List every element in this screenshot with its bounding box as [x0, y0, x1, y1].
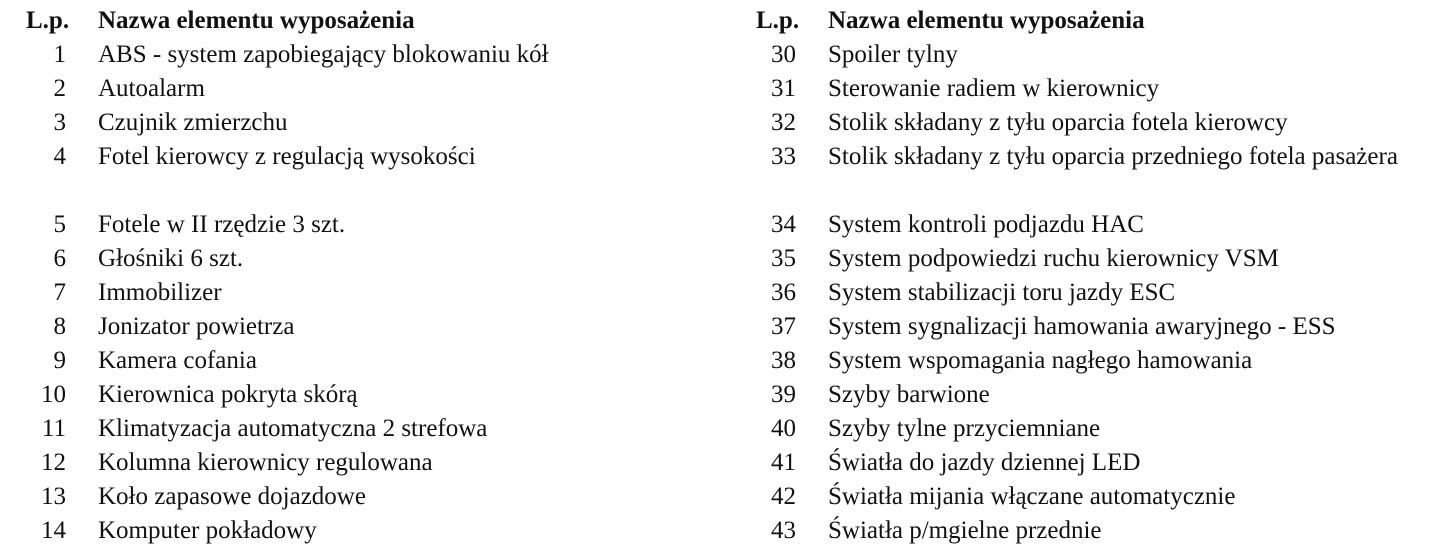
table-row — [756, 344, 1440, 378]
table-row — [756, 412, 1440, 446]
table-row — [756, 276, 1440, 310]
row-name: Kolumna kierownicy regulowana — [98, 449, 433, 476]
row-number: 43 — [771, 517, 796, 544]
row-name: Sterowanie radiem w kierownicy — [828, 75, 1160, 102]
row-name: Immobilizer — [98, 279, 222, 306]
table-header — [756, 4, 1440, 38]
row-name: System stabilizacji toru jazdy ESC — [828, 279, 1176, 306]
row-number: 9 — [53, 347, 66, 374]
table-row — [756, 208, 1440, 242]
row-number: 1 — [53, 41, 66, 68]
table-row — [756, 514, 1440, 548]
table-row — [26, 140, 706, 208]
table-row — [756, 480, 1440, 514]
row-number: 37 — [771, 313, 796, 340]
table-row — [26, 106, 706, 140]
table-row — [26, 412, 706, 446]
row-number: 33 — [771, 143, 796, 170]
table-row — [26, 242, 706, 276]
row-number: 30 — [771, 41, 796, 68]
header-name: Nazwa elementu wyposażenia — [98, 7, 415, 34]
table-row — [26, 446, 706, 480]
row-name: System kontroli podjazdu HAC — [828, 211, 1144, 238]
row-name: Kamera cofania — [98, 347, 257, 374]
row-name: Światła do jazdy dziennej LED — [828, 449, 1141, 476]
row-number: 42 — [771, 483, 796, 510]
table-row — [26, 480, 706, 514]
row-number: 31 — [771, 75, 796, 102]
row-name: Szyby barwione — [828, 381, 990, 408]
row-number: 41 — [771, 449, 796, 476]
row-name: ABS - system zapobiegający blokowaniu kół — [98, 41, 549, 68]
row-number: 11 — [41, 415, 66, 442]
row-name: Spoiler tylny — [828, 41, 958, 68]
table-row — [756, 38, 1440, 72]
row-number: 4 — [53, 143, 66, 170]
row-name: System sygnalizacji hamowania awaryjnego - ESS — [828, 313, 1336, 340]
table-row — [26, 514, 706, 548]
header-lp: L.p. — [756, 7, 800, 34]
table-row — [756, 140, 1440, 208]
table-header — [26, 4, 706, 38]
row-name: Światła mijania włączane automatycznie — [828, 483, 1236, 510]
table-row — [26, 378, 706, 412]
table-row — [756, 106, 1440, 140]
row-number: 12 — [41, 449, 66, 476]
row-name: Stolik składany z tyłu oparcia przedniego fotela pasażera — [828, 143, 1398, 170]
row-name: Światła p/mgielne przednie — [828, 517, 1102, 544]
row-number: 38 — [771, 347, 796, 374]
row-number: 2 — [53, 75, 66, 102]
row-number: 10 — [41, 381, 66, 408]
table-row — [756, 310, 1440, 344]
row-number: 39 — [771, 381, 796, 408]
row-number: 35 — [771, 245, 796, 272]
row-number: 36 — [771, 279, 796, 306]
row-name: Szyby tylne przyciemniane — [828, 415, 1101, 442]
row-name: Fotel kierowcy z regulacją wysokości — [98, 143, 476, 170]
table-row — [26, 208, 706, 242]
row-name: Fotele w II rzędzie 3 szt. — [98, 211, 346, 238]
header-name: Nazwa elementu wyposażenia — [828, 7, 1145, 34]
row-name: Kierownica pokryta skórą — [98, 381, 358, 408]
row-name: Klimatyzacja automatyczna 2 strefowa — [98, 415, 488, 442]
row-number: 14 — [41, 517, 66, 544]
table-row — [756, 378, 1440, 412]
table-row — [26, 72, 706, 106]
row-number: 3 — [53, 109, 66, 136]
table-row — [26, 344, 706, 378]
table-row — [26, 310, 706, 344]
table-row — [756, 72, 1440, 106]
row-number: 34 — [771, 211, 796, 238]
equipment-table-right — [756, 4, 1440, 548]
row-number: 8 — [53, 313, 66, 340]
row-name: System podpowiedzi ruchu kierownicy VSM — [828, 245, 1279, 272]
row-number: 5 — [53, 211, 66, 238]
row-number: 13 — [41, 483, 66, 510]
row-name: Głośniki 6 szt. — [98, 245, 244, 272]
row-number: 32 — [771, 109, 796, 136]
table-row — [756, 446, 1440, 480]
row-name: Autoalarm — [98, 75, 205, 102]
table-row — [26, 38, 706, 72]
row-name: Komputer pokładowy — [98, 517, 317, 544]
row-name: System wspomagania nagłego hamowania — [828, 347, 1253, 374]
row-name: Koło zapasowe dojazdowe — [98, 483, 366, 510]
header-lp: L.p. — [26, 7, 70, 34]
row-name: Stolik składany z tyłu oparcia fotela kierowcy — [828, 109, 1288, 136]
row-number: 40 — [771, 415, 796, 442]
row-number: 6 — [53, 245, 66, 272]
table-row — [756, 242, 1440, 276]
equipment-table-left — [26, 4, 706, 548]
row-number: 7 — [53, 279, 66, 306]
row-name: Jonizator powietrza — [98, 313, 295, 340]
table-row — [26, 276, 706, 310]
row-name: Czujnik zmierzchu — [98, 109, 288, 136]
